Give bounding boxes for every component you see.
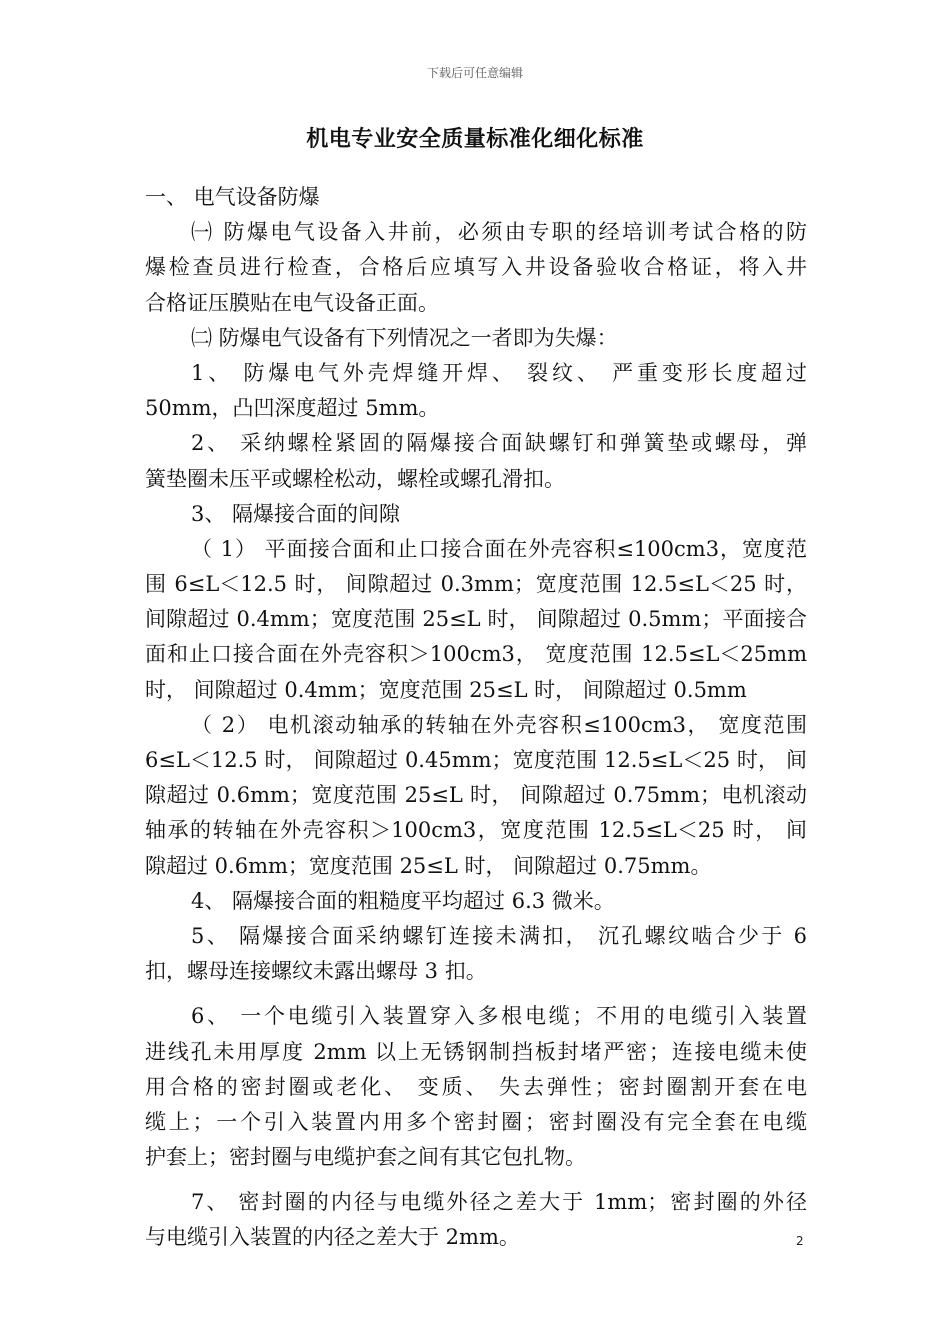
paragraph-line: 轴承的转轴在外壳容积＞100cm3，宽度范围 12.5≤L＜25 时， 间 [145, 818, 807, 843]
paragraph-line: 用合格的密封圈或老化、 变质、 失去弹性；密封圈割开套在电 [145, 1074, 807, 1099]
paragraph-line: 爆检查员进行检查，合格后应填写入井设备验收合格证，将入井 [145, 255, 807, 280]
paragraph-line: 隙超过 0.6mm；宽度范围 25≤L 时， 间隙超过 0.75mm；电机滚动 [145, 783, 807, 808]
paragraph-gap [145, 989, 807, 999]
paragraph-line: 1、 防爆电气外壳焊缝开焊、 裂纹、 严重变形长度超过 [191, 360, 807, 385]
paragraph-line: 合格证压膜贴在电气设备正面。 [145, 290, 439, 315]
paragraph-line: ㈡ 防爆电气设备有下列情况之一者即为失爆： [191, 325, 618, 350]
paragraph-line: 缆上；一个引入装置内用多个密封圈；密封圈没有完全套在电缆 [145, 1109, 807, 1134]
page-header: 下载后可任意编辑 [426, 66, 523, 80]
paragraph-line: （ 1） 平面接合面和止口接合面在外壳容积≤100cm3，宽度范 [191, 536, 807, 561]
paragraph-line: 6≤L＜12.5 时， 间隙超过 0.45mm；宽度范围 12.5≤L＜25 时， 间 [145, 748, 807, 772]
paragraph-line: 时， 间隙超过 0.4mm；宽度范围 25≤L 时， 间隙超过 0.5mm [145, 677, 747, 702]
paragraph-line: 进线孔未用厚度 2mm 以上无锈钢制挡板封堵严密；连接电缆未使 [145, 1039, 807, 1064]
paragraph-gap [145, 1175, 807, 1185]
section-heading: 一、 电气设备防爆 [145, 185, 320, 209]
paragraph-line: （ 2） 电机滚动轴承的转轴在外壳容积≤100cm3， 宽度范围 [191, 712, 807, 737]
paragraph-line: 5、 隔爆接合面采纳螺钉连接未满扣， 沉孔螺纹啮合少于 6 [191, 923, 807, 948]
paragraph-line: 与电缆引入装置的内径之差大于 2mm。 [145, 1225, 520, 1250]
document-body [145, 180, 807, 1256]
paragraph-line: 间隙超过 0.4mm；宽度范围 25≤L 时， 间隙超过 0.5mm；平面接合 [145, 607, 807, 632]
page-number: 2 [796, 1234, 804, 1248]
paragraph-line: ㈠ 防爆电气设备入井前，必须由专职的经培训考试合格的防 [191, 220, 807, 245]
paragraph-line: 50mm，凸凹深度超过 5mm。 [145, 396, 440, 421]
paragraph-line: 4、 隔爆接合面的粗糙度平均超过 6.3 微米。 [191, 888, 615, 913]
paragraph-line: 6、 一个电缆引入装置穿入多根电缆；不用的电缆引入装置 [191, 1004, 807, 1029]
paragraph-line: 3、 隔爆接合面的间隙 [191, 501, 401, 526]
paragraph-line: 2、 采纳螺栓紧固的隔爆接合面缺螺钉和弹簧垫或螺母，弹 [191, 431, 807, 456]
paragraph-line: 面和止口接合面在外壳容积＞100cm3， 宽度范围 12.5≤L＜25mm [145, 642, 807, 667]
paragraph-line: 护套上；密封圈与电缆护套之间有其它包扎物。 [145, 1145, 586, 1170]
document-title: 机电专业安全质量标准化细化标准 [306, 127, 644, 152]
paragraph-line: 7、 密封圈的内径与电缆外径之差大于 1mm；密封圈的外径 [191, 1190, 807, 1215]
paragraph-line: 围 6≤L＜12.5 时， 间隙超过 0.3mm；宽度范围 12.5≤L＜25 时， [145, 572, 807, 597]
paragraph-line: 扣，螺母连接螺纹未露出螺母 3 扣。 [145, 959, 487, 984]
paragraph-line: 隙超过 0.6mm；宽度范围 25≤L 时， 间隙超过 0.75mm。 [145, 853, 712, 878]
paragraph-line: 簧垫圈未压平或螺栓松动，螺栓或螺孔滑扣。 [145, 466, 565, 491]
